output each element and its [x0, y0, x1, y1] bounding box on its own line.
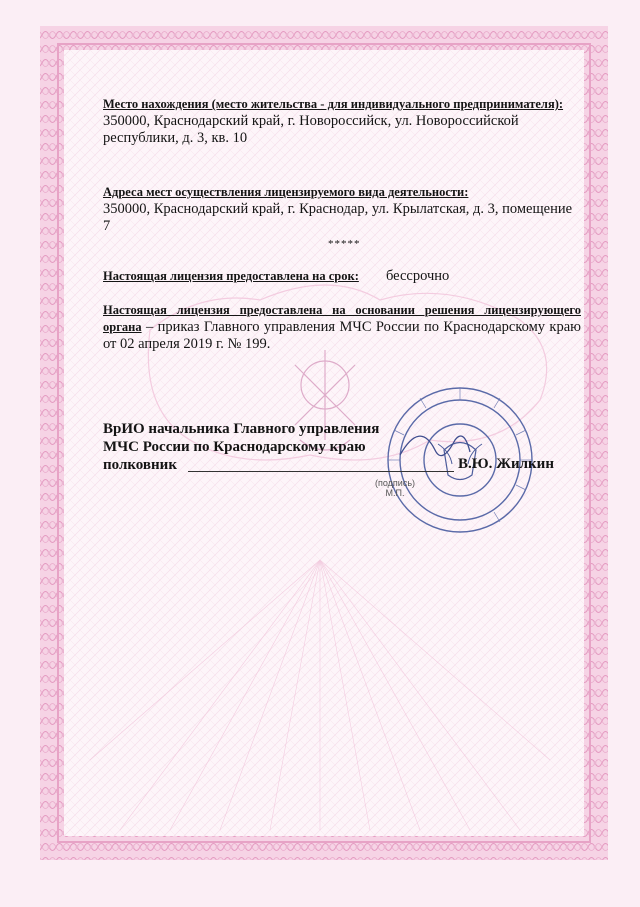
signatory-name: В.Ю. Жилкин	[458, 456, 554, 472]
term-value: бессрочно	[386, 268, 450, 284]
signatory-position-line1: ВрИО начальника Главного управления	[103, 421, 380, 437]
separator-stars: *****	[328, 238, 361, 250]
caption-signature: (подпись)	[375, 478, 416, 488]
term-label: Настоящая лицензия предоставлена на срок:	[103, 269, 359, 283]
signatory-rank: полковник	[103, 457, 177, 473]
signature-caption	[375, 478, 415, 498]
signature-line	[188, 471, 454, 472]
activity-addresses-value: 350000, Краснодарский край, г. Краснодар, ул. Крылатская, д. 3, помещение 7	[103, 201, 573, 234]
location-label: Место нахождения (место жительства - для индивидуального предпринимателя):	[103, 97, 564, 111]
basis-value: – приказ Главного управления МЧС России по Краснодарскому краю от 02 апреля 2019 г. № 199.	[103, 319, 581, 352]
caption-stamp: М.П.	[385, 488, 405, 498]
basis-label: Настоящая лицензия предоставлена на основании решения лицензирующего органа	[103, 303, 581, 334]
activity-addresses-label: Адреса мест осуществления лицензируемого вида деятельности:	[103, 185, 469, 199]
location-value: 350000, Краснодарский край, г. Новороссийск, ул. Новороссийской республики, д. 3, кв. 10	[103, 113, 519, 146]
signatory-position-line2: МЧС России по Краснодарскому краю	[103, 439, 366, 455]
